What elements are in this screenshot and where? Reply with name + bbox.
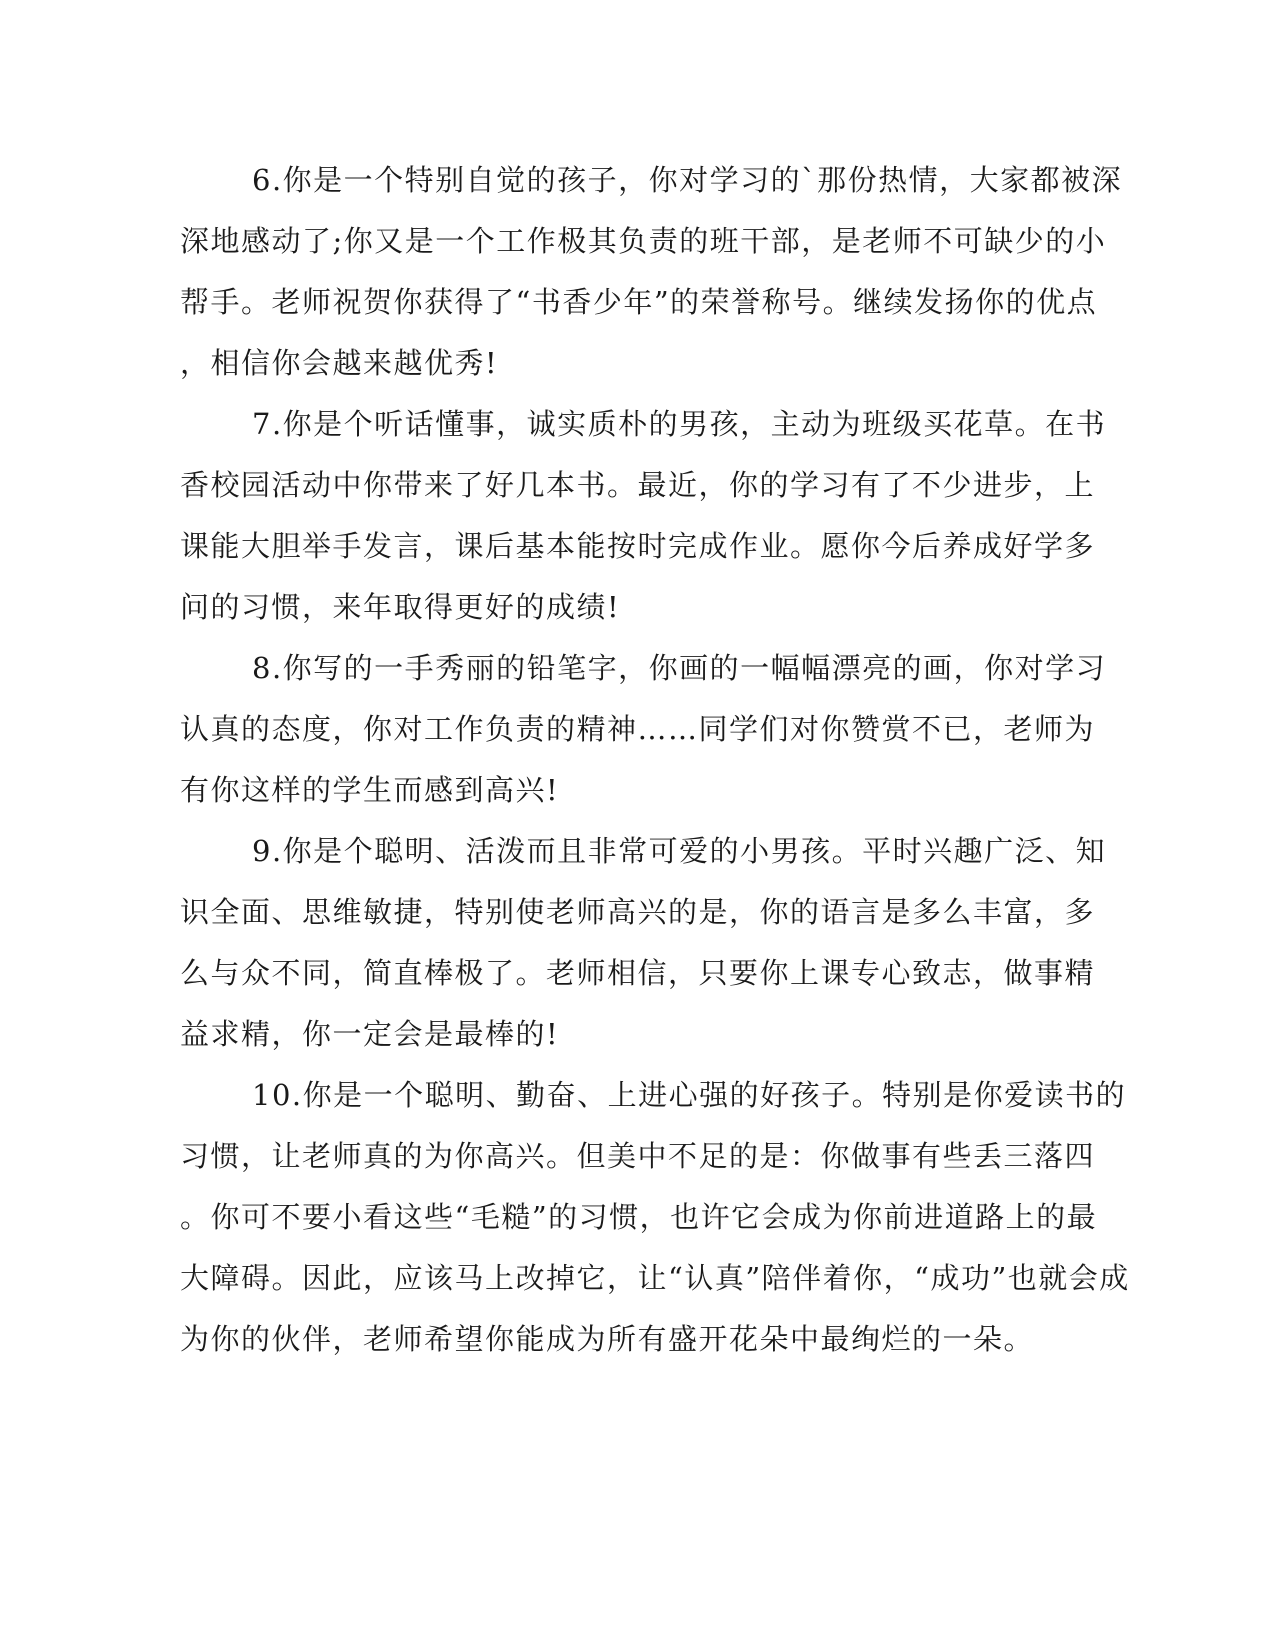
paragraph-line: 大障碍。因此，应该马上改掉它，让“认真”陪伴着你，“成功”也就会成 <box>180 1261 1130 1295</box>
paragraph-line: 为你的伙伴，老师希望你能成为所有盛开花朵中最绚烂的一朵。 <box>180 1322 1035 1356</box>
paragraph-line: 有你这样的学生而感到高兴! <box>180 773 560 807</box>
paragraph-line: 8.你写的一手秀丽的铅笔字，你画的一幅幅漂亮的画，你对学习 <box>252 651 1107 685</box>
document-body <box>180 150 1130 1370</box>
paragraph-line: 帮手。老师祝贺你获得了“书香少年”的荣誉称号。继续发扬你的优点 <box>180 285 1098 319</box>
paragraph-7 <box>180 394 1107 638</box>
paragraph-line: 香校园活动中你带来了好几本书。最近，你的学习有了不少进步，上 <box>180 468 1096 502</box>
paragraph-line: 益求精，你一定会是最棒的! <box>180 1017 560 1051</box>
paragraph-line: 么与众不同，简直棒极了。老师相信，只要你上课专心致志，做事精 <box>180 956 1096 990</box>
paragraph-9 <box>180 821 1107 1065</box>
paragraph-line: 6.你是一个特别自觉的孩子，你对学习的`那份热情，大家都被深 <box>252 163 1123 197</box>
paragraph-line: 识全面、思维敏捷，特别使老师高兴的是，你的语言是多么丰富，多 <box>180 895 1096 929</box>
paragraph-line: 习惯，让老师真的为你高兴。但美中不足的是：你做事有些丢三落四 <box>180 1139 1096 1173</box>
paragraph-line: ，相信你会越来越优秀! <box>180 346 499 380</box>
paragraph-8 <box>180 638 1107 821</box>
paragraph-10 <box>180 1065 1130 1370</box>
paragraph-line: 。你可不要小看这些“毛糙”的习惯，也许它会成为你前进道路上的最 <box>180 1200 1098 1234</box>
paragraph-line: 问的习惯，来年取得更好的成绩! <box>180 590 621 624</box>
paragraph-6 <box>180 150 1123 394</box>
paragraph-line: 深地感动了;你又是一个工作极其负责的班干部，是老师不可缺少的小 <box>180 224 1107 258</box>
paragraph-line: 认真的态度，你对工作负责的精神……同学们对你赞赏不已，老师为 <box>180 712 1096 746</box>
paragraph-line: 10.你是一个聪明、勤奋、上进心强的好孩子。特别是你爱读书的 <box>252 1078 1127 1112</box>
paragraph-line: 课能大胆举手发言，课后基本能按时完成作业。愿你今后养成好学多 <box>180 529 1096 563</box>
paragraph-line: 9.你是个聪明、活泼而且非常可爱的小男孩。平时兴趣广泛、知 <box>252 834 1107 868</box>
paragraph-line: 7.你是个听话懂事，诚实质朴的男孩，主动为班级买花草。在书 <box>252 407 1107 441</box>
